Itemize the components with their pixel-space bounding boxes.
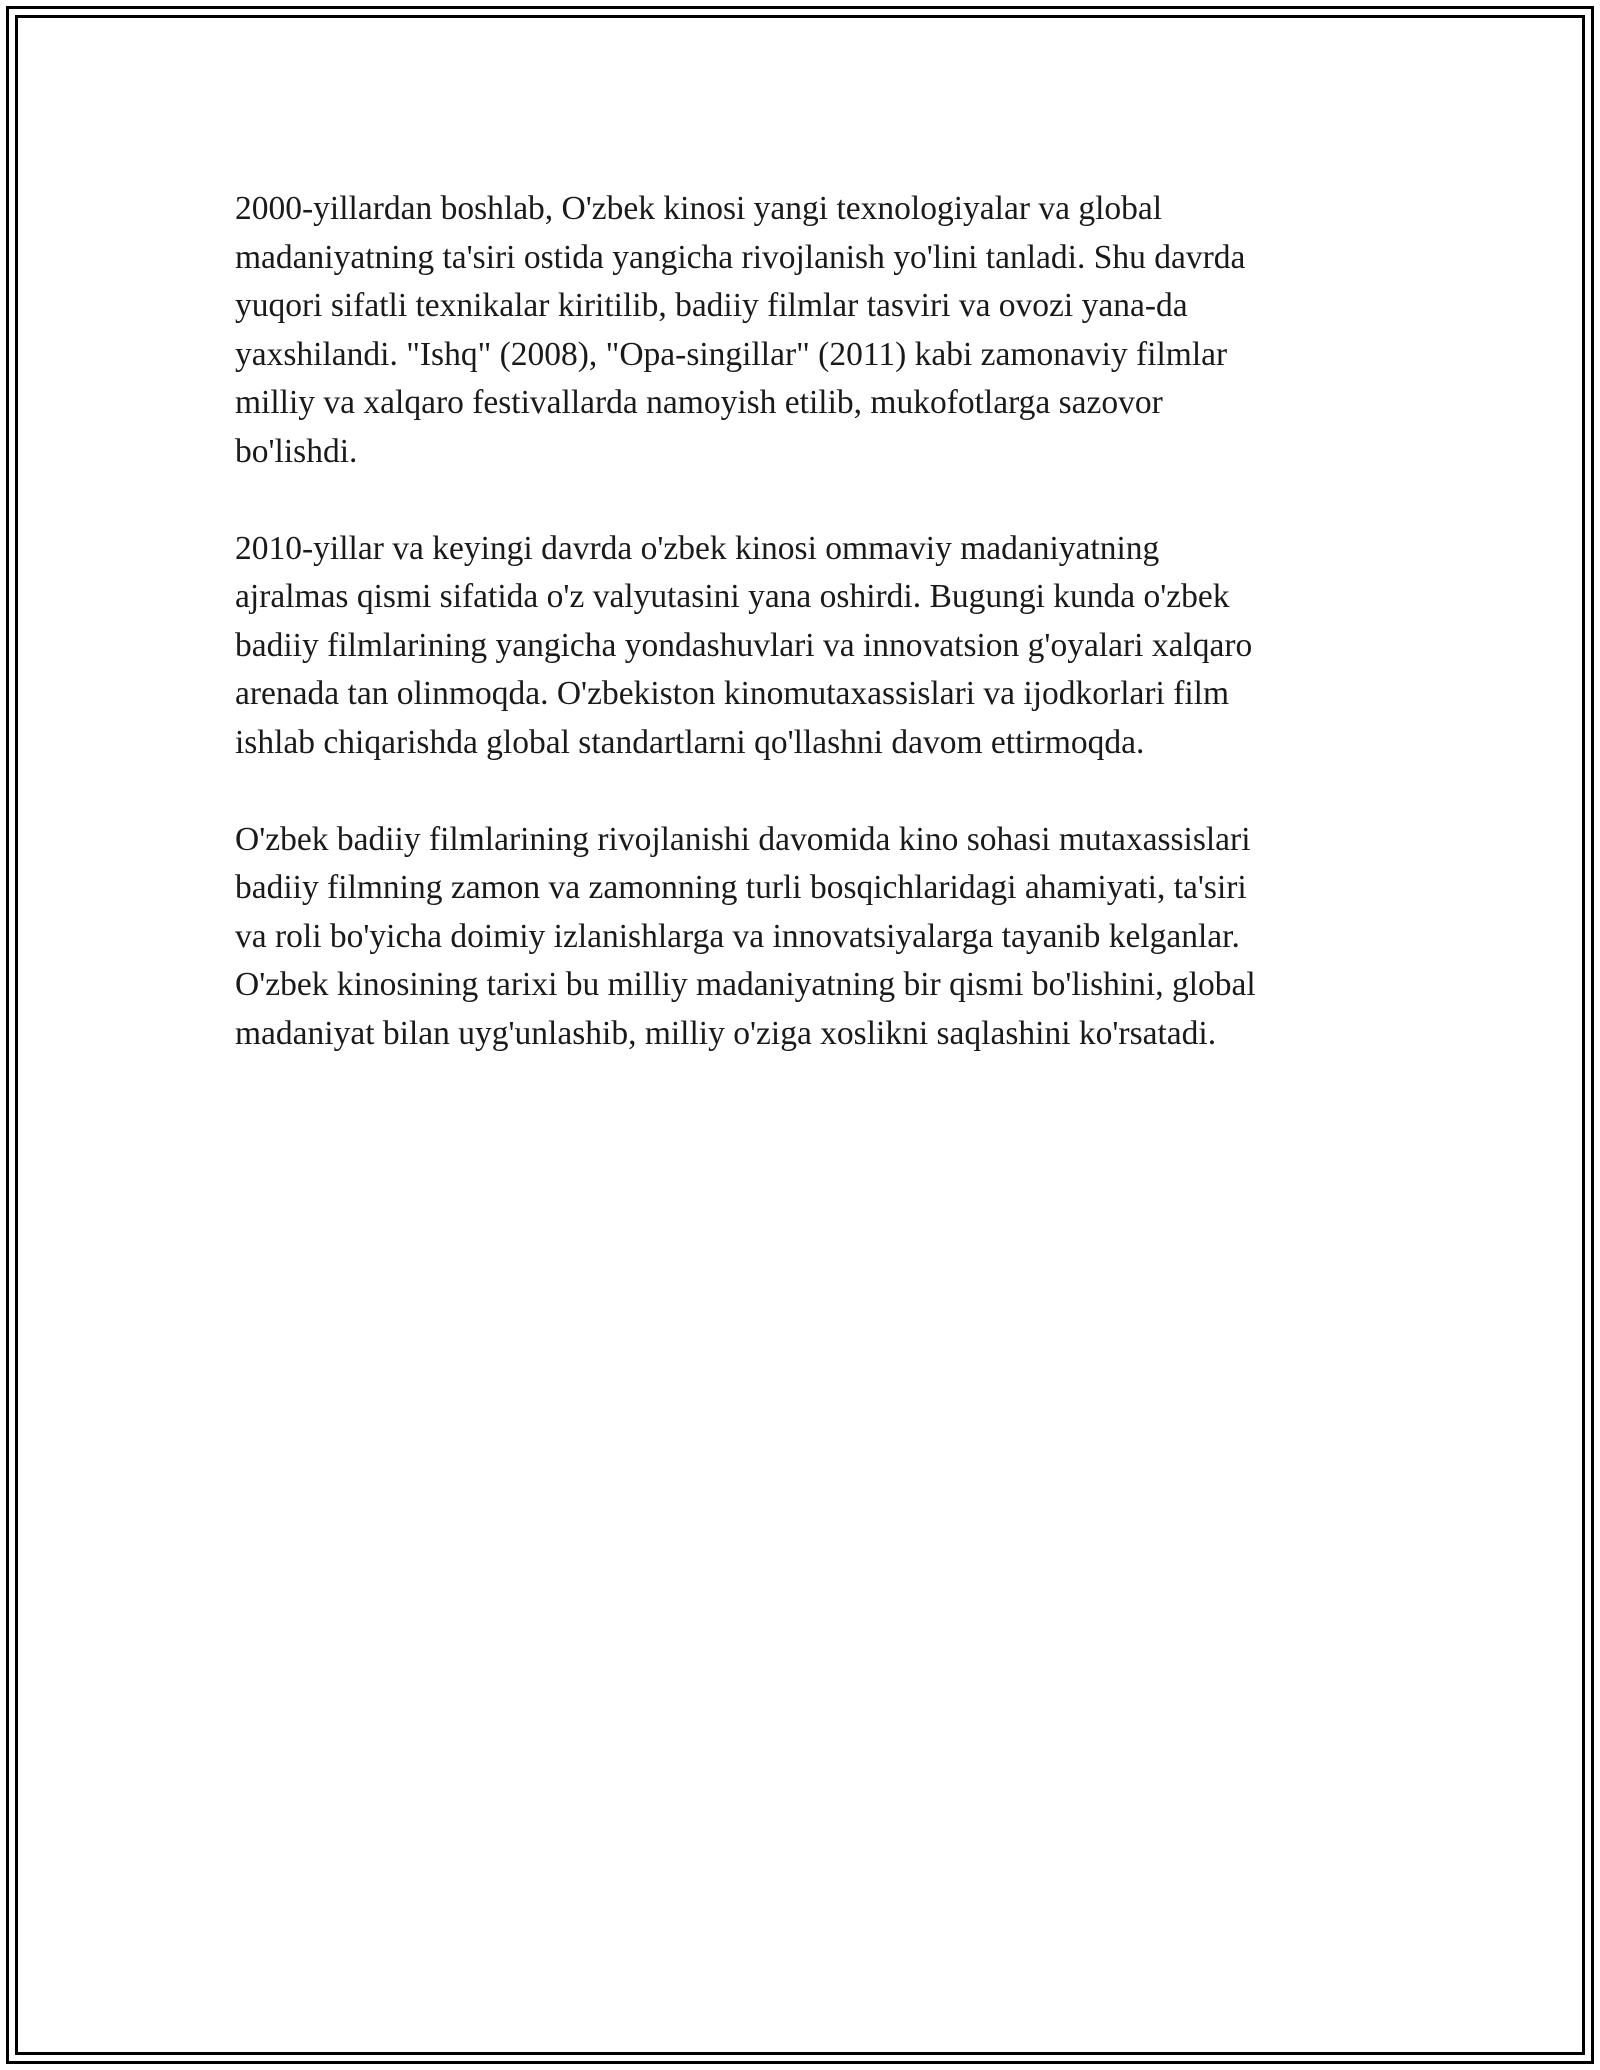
text-line: ajralmas qismi sifatida o'z valyutasini yana oshirdi. Bugungi kunda o'zbek [235,578,1230,615]
paragraph-2000s [235,185,1370,476]
text-line: madaniyatning ta'siri ostida yangicha rivojlanish yo'lini tanladi. Shu davrda [235,238,1246,276]
paragraph-conclusion [235,816,1370,1059]
text-line: bo'lishdi. [235,432,358,470]
document-body [235,185,1370,1107]
text-line: yuqori sifatli texnikalar kiritilib, badiiy filmlar tasviri va ovozi yana-da [235,287,1188,324]
text-line: badiiy filmlarining yangicha yondashuvlari va innovatsion g'oyalari xalqaro [235,626,1253,664]
text-line: milliy va xalqaro festivallarda namoyish etilib, mukofotlarga sazovor [235,384,1163,421]
text-line: O'zbek badiiy filmlarining rivojlanishi davomida kino sohasi mutaxassislari [235,820,1251,858]
text-line: badiiy filmning zamon va zamonning turli bosqichlaridagi ahamiyati, ta'siri [235,869,1247,906]
text-line: O'zbek kinosining tarixi bu milliy madaniyatning bir qismi bo'lishini, global [235,966,1256,1003]
text-line: 2010-yillar va keyingi davrda o'zbek kinosi ommaviy madaniyatning [235,529,1160,567]
paragraph-2010s [235,525,1370,768]
text-line: arenada tan olinmoqda. O'zbekiston kinomutaxassislari va ijodkorlari film [235,675,1230,712]
text-line: yaxshilandi. "Ishq" (2008), "Opa-singillar" (2011) kabi zamonaviy filmlar [235,335,1228,373]
text-line: va roli bo'yicha doimiy izlanishlarga va innovatsiyalarga tayanib kelganlar. [235,917,1240,955]
text-line: ishlab chiqarishda global standartlarni qo'llashni davom ettirmoqda. [235,723,1145,761]
text-line: 2000-yillardan boshlab, O'zbek kinosi yangi texnologiyalar va global [235,190,1163,227]
text-line: madaniyat bilan uyg'unlashib, milliy o'ziga xoslikni saqlashini ko'rsatadi. [235,1014,1217,1052]
